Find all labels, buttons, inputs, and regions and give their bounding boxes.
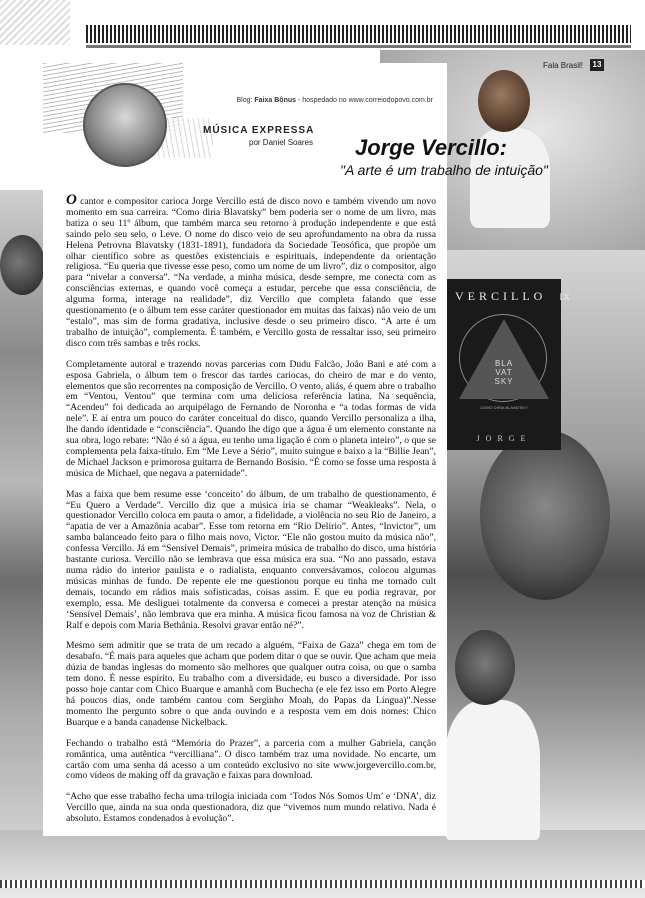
album-cover-header [455, 289, 571, 304]
album-center-line-1: BLA [494, 359, 514, 368]
bottom-decorative-bar [0, 880, 645, 888]
author-byline: por Daniel Soares [249, 138, 314, 147]
artist-shirt-bottom [445, 700, 540, 840]
section-title: MÚSICA EXPRESSA [203, 125, 315, 136]
article-panel [43, 63, 548, 836]
paragraph-1 [66, 192, 436, 350]
paragraph-4: Mesmo sem admitir que se trata de um recado a alguém, “Faixa de Gaza” chega em tom de desabafo. “É mais para aqueles que acham que podem ditar o que se ouvir. Que acham que meia dúzia de bandas inglesas do momento são melhores que qualquer outra coisa, ou que o samba tem dono. É nesse espírito. Eu trabalho com a diversidade, eu busco a diversidade. Por isso posso hoje cantar com Chico Buarque e amanhã com Buchecha (e ele fez isso em Porto Alegre há poucos dias, onde também cantou com Serginho Moah, do Papas da Língua)”.Nesse momento lhe pergunto sobre o que anda ouvindo e a resposta vem em dois nomes: Chico Buarque e a banda canadense Nickelback. [66, 640, 436, 728]
corner-texture [0, 0, 70, 45]
article-header [43, 63, 548, 178]
top-rule [86, 45, 631, 48]
blog-host: - hospedado no www.correiodopovo.com.br [296, 97, 433, 104]
album-cover [447, 279, 571, 450]
page-number: 13 [590, 59, 604, 71]
paragraph-1-text: cantor e compositor carioca Jorge Vercillo está de disco novo e também vivendo um novo momento em sua carreira. “Como diria Blavatsky” bem poderia ser o nome de um livro, mas batiza o seu 11º álbum, que também marca seu retorno à produção independente e que está saindo pelo seu selo, o Leve. O nome do disco veio de seu aprofundamento na obra da russa Helena Petrovna Blavatsky (1831-1891), fundadora da Sociedade Teosófica, que propõe um olhar científico sobre as questões existenciais e espirituais, independente da orientação religiosa. “Eu queria que tivesse esse peso, como um nome de um livro”, diz o compositor, algo para “nivelar a conversa”. “Na verdade, a minha música, desde sempre, me conecta com as consciências externas, e quando você começa a estudar, percebe que essa consciência, de alguma forma, interage na realidade”, diz Vercillo que completa falando que esse questionamento (e o álbum tem esse caráter questionador em muitas das faixas) não veio de um “estalo”, mas sim de forma gradativa, inclusive desde o seu primeiro disco. “A arte é um trabalho de intuição”, complementa. É também, e Vercillo gosta de ressaltar isso, seu primeiro disco com três sambas e três rocks. [66, 196, 436, 349]
album-footer: JORGE [476, 434, 532, 443]
author-portrait [83, 83, 167, 167]
artist-photo-bottom [455, 630, 515, 705]
blog-name: Faixa Bônus [254, 97, 297, 104]
top-decorative-bar [86, 25, 631, 43]
drop-cap: O [66, 192, 77, 208]
album-subtitle: COMO DIRIA BLAVATSKY [480, 405, 528, 410]
artist-photo-left [0, 235, 45, 295]
magazine-tag: Fala Brasil! [543, 61, 584, 70]
paragraph-5: Fechando o trabalho está “Memória do Prazer”, a parceria com a mulher Gabriela, canção romântica, uma autêntica “vercilliana”. O disco também traz uma novidade. No encarte, um cartão com uma senha dá acesso a um conteúdo exclusivo no site www.jorgevercillo.com.br, como vídeos de making off da gravação e faixas para download. [66, 737, 436, 782]
album-center-line-3: SKY [494, 377, 514, 386]
album-artist: VERCILLO [455, 289, 547, 303]
article-subtitle: "A arte é um trabalho de intuição" [340, 162, 548, 178]
album-center-text [447, 359, 561, 386]
paragraph-3: Mas a faixa que bem resume esse ‘conceito’ do álbum, de um trabalho de questionamento, é “Eu Quero a Verdade”. Vercillo diz que a música iria se chamar “Weakleaks”. Nela, o questionador Vercillo coloca em pauta o amor, a fidelidade, a violência no seu Rio de Janeiro, a “apatia de ver a Amazônia acabar”. Esse tom retorna em “Rio Delírio”. Antes, “Invictor”, um samba balanceado feito para o filho mais novo, Victor. “Ele não gostou muito da música não”, confessa Vercillo. Já em “Sensível Demais”, primeira música de trabalho do disco, uma história bastante curiosa. Vercillo não se lembrava que essa música era sua. “No ano passado, estava numa rádio do interior paulista e o radialista, enquanto conversávamos, colocou algumas músicas minhas de fundo. De repente ele me questionou porque eu tinha me tornado cult demais, tocando em rádios mais sofisticadas, coisas assim. E que eu podia regravar, por exemplo, essa. Me desliguei totalmente da conversa e comecei a prestar atenção na música ‘Sensível Demais’, não lembrava que era minha. A música ficou famosa na voz de Christian & Ralf e depois com Maria Bethânia. Resolvi gravar então né?”. [66, 488, 436, 631]
album-center-line-2: VAT [495, 368, 513, 377]
blog-label: Blog: [236, 97, 255, 104]
artist-photo-top [478, 70, 530, 132]
article-body [66, 192, 436, 835]
article-title: Jorge Vercillo: [355, 135, 508, 160]
blog-credit [233, 96, 433, 105]
paragraph-2: Completamente autoral e trazendo novas parcerias com Dudu Falcão, João Bani e até com a esposa Gabriela, o álbum tem o frescor das tardes cariocas, do cheiro de mar e do vento, elementos que são recorrentes na composição de Vercillo. O vento, aliás, é quem abre o trabalho em “Ventou, Ventou” que termina com uma deliciosa referência latina. Na sequência, “Acendeu” foi dedicada ao arquipélago de Fernando de Noronha e “a todas formas de vida nele”. E aí entra um pouco do caráter conceitual do disco, quando Vercillo personaliza a ilha, lhe dando identidade e “consciência”. Quando lhe digo que a água é um elemento constante na sua obra, logo rebate: “Não é só a água, eu tenho uma ligação é com o planeta inteiro”, o que se complementa pela faixa-título. Em “Me Leve a Sério”, muito suingue e baixo a la “Billie Jean”, de Michael Jackson e primorosa guitarra de Bernando Bosísio. “É como se fosse uma resposta à música de Michael, que negava a paternidade”. [66, 358, 436, 479]
artist-photo-closeup [480, 430, 610, 600]
album-number: IX [559, 292, 571, 302]
paragraph-6: “Acho que esse trabalho fecha uma trilogia iniciada com ‘Todos Nós Somos Um’ e ‘DNA’, diz Vercillo que, ainda na sua onda questionadora, diz que “vivemos num mundo relativo. Nada é absoluto. Estamos condenados à evolução”. [66, 791, 436, 825]
